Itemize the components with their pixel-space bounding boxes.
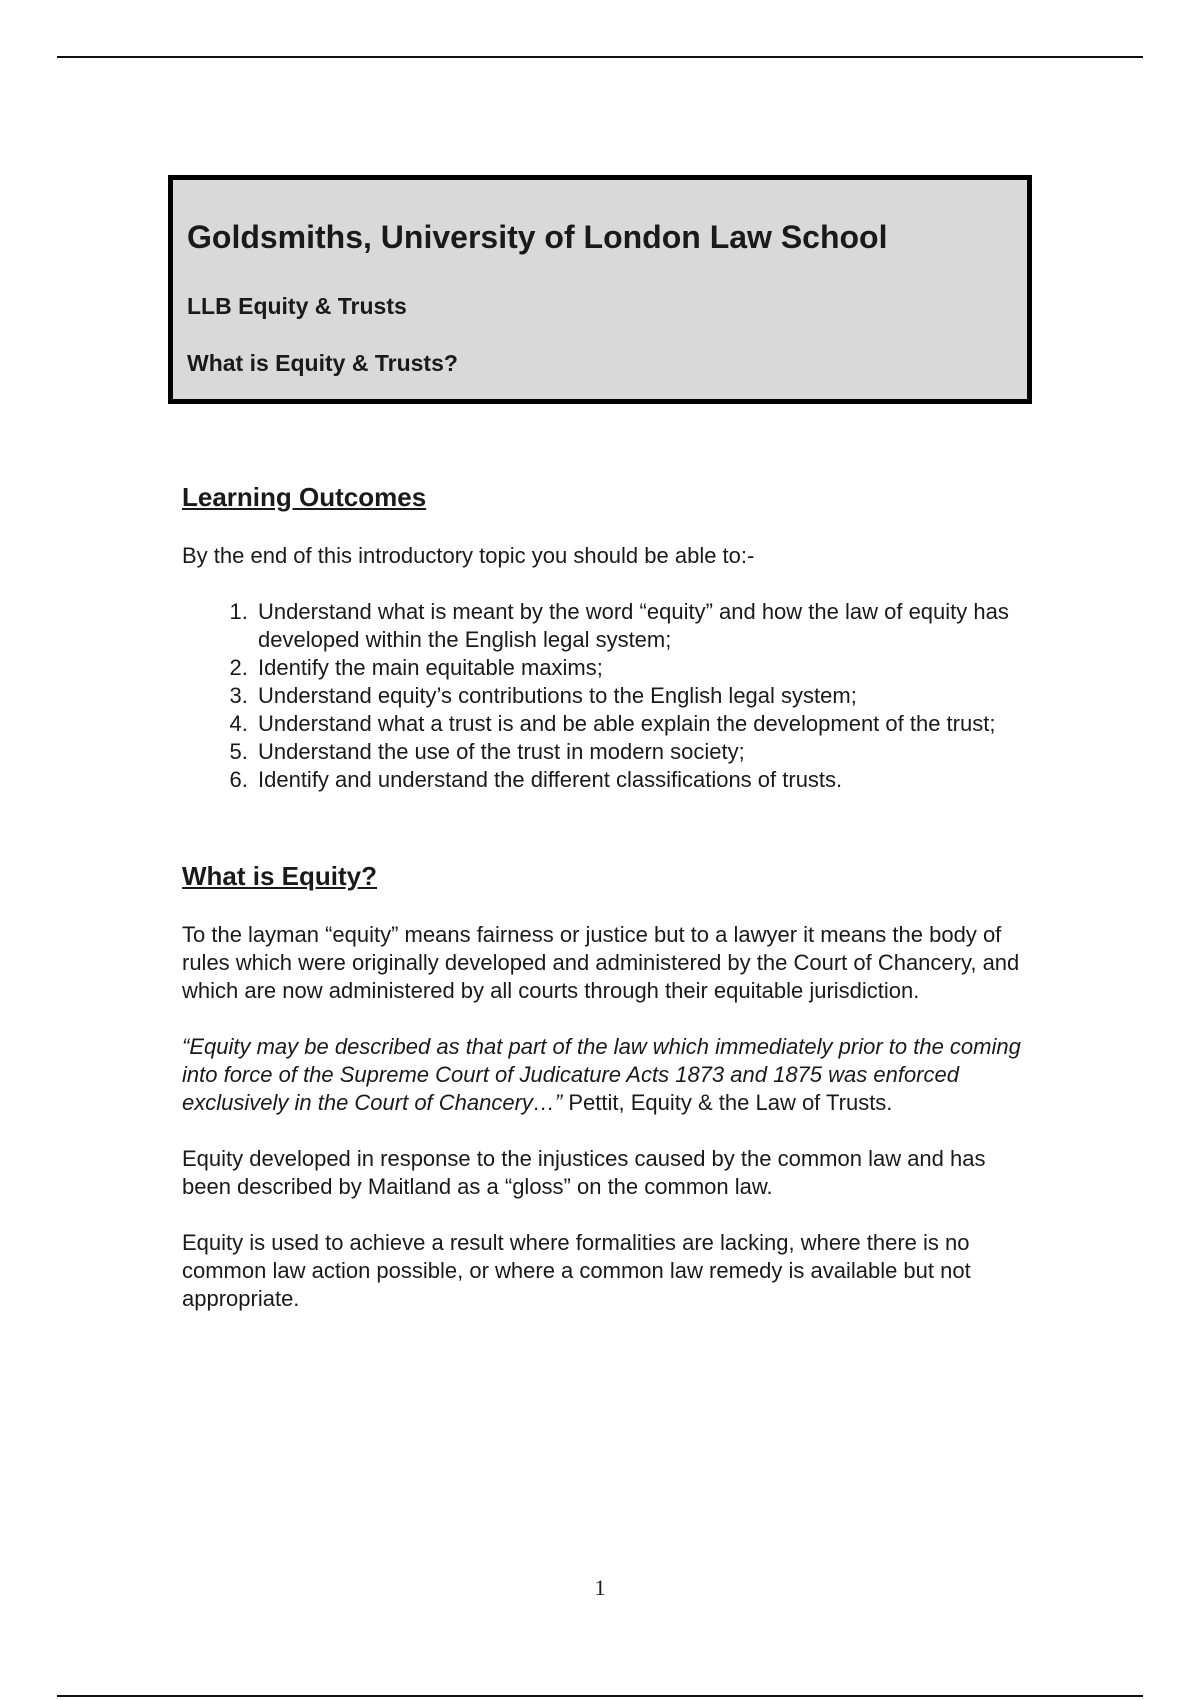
learning-outcomes-list <box>182 598 1032 794</box>
paragraph-development: Equity developed in response to the injustices caused by the common law and has been described by Maitland as a “gloss” on the common law. <box>182 1146 986 1199</box>
paragraph-definition: To the layman “equity” means fairness or justice but to a lawyer it means the body of rules which were originally developed and administered by the Court of Chancery, and which are now administered by all courts through their equitable jurisdiction. <box>182 922 1020 1003</box>
topic-title: What is Equity & Trusts? <box>187 350 458 376</box>
bottom-rule <box>57 1695 1143 1697</box>
page-number: 1 <box>594 1575 606 1600</box>
quote-source: Pettit, Equity & the Law of Trusts. <box>562 1090 893 1115</box>
document-body <box>182 480 1032 1313</box>
title-box <box>168 175 1032 404</box>
what-is-equity-heading: What is Equity? <box>182 861 377 891</box>
list-item: 3. Understand equity’s contributions to the English legal system; <box>254 682 1032 710</box>
list-item: 4. Understand what a trust is and be able explain the development of the trust; <box>254 710 1032 738</box>
top-rule <box>57 56 1143 58</box>
paragraph-uses: Equity is used to achieve a result where formalities are lacking, where there is no common law action possible, or where a common law remedy is available but not appropriate. <box>182 1230 971 1311</box>
learning-outcomes-intro: By the end of this introductory topic you should be able to:- <box>182 543 755 568</box>
list-item: 5. Understand the use of the trust in modern society; <box>254 738 1032 766</box>
school-title: Goldsmiths, University of London Law School <box>187 219 888 255</box>
learning-outcomes-heading: Learning Outcomes <box>182 482 427 512</box>
list-item: 2. Identify the main equitable maxims; <box>254 654 1032 682</box>
paragraph-quote <box>182 1033 1032 1117</box>
list-item: 6. Identify and understand the different classifications of trusts. <box>254 766 1032 794</box>
list-item: 1. Understand what is meant by the word “equity” and how the law of equity has developed within the English legal system; <box>254 598 1032 654</box>
quote-text: “Equity may be described as that part of the law which immediately prior to the coming into force of the Supreme Court of Judicature Acts 1873 and 1875 was enforced exclusively in the Court of Chancery…” <box>182 1034 1021 1115</box>
course-title: LLB Equity & Trusts <box>187 293 407 319</box>
